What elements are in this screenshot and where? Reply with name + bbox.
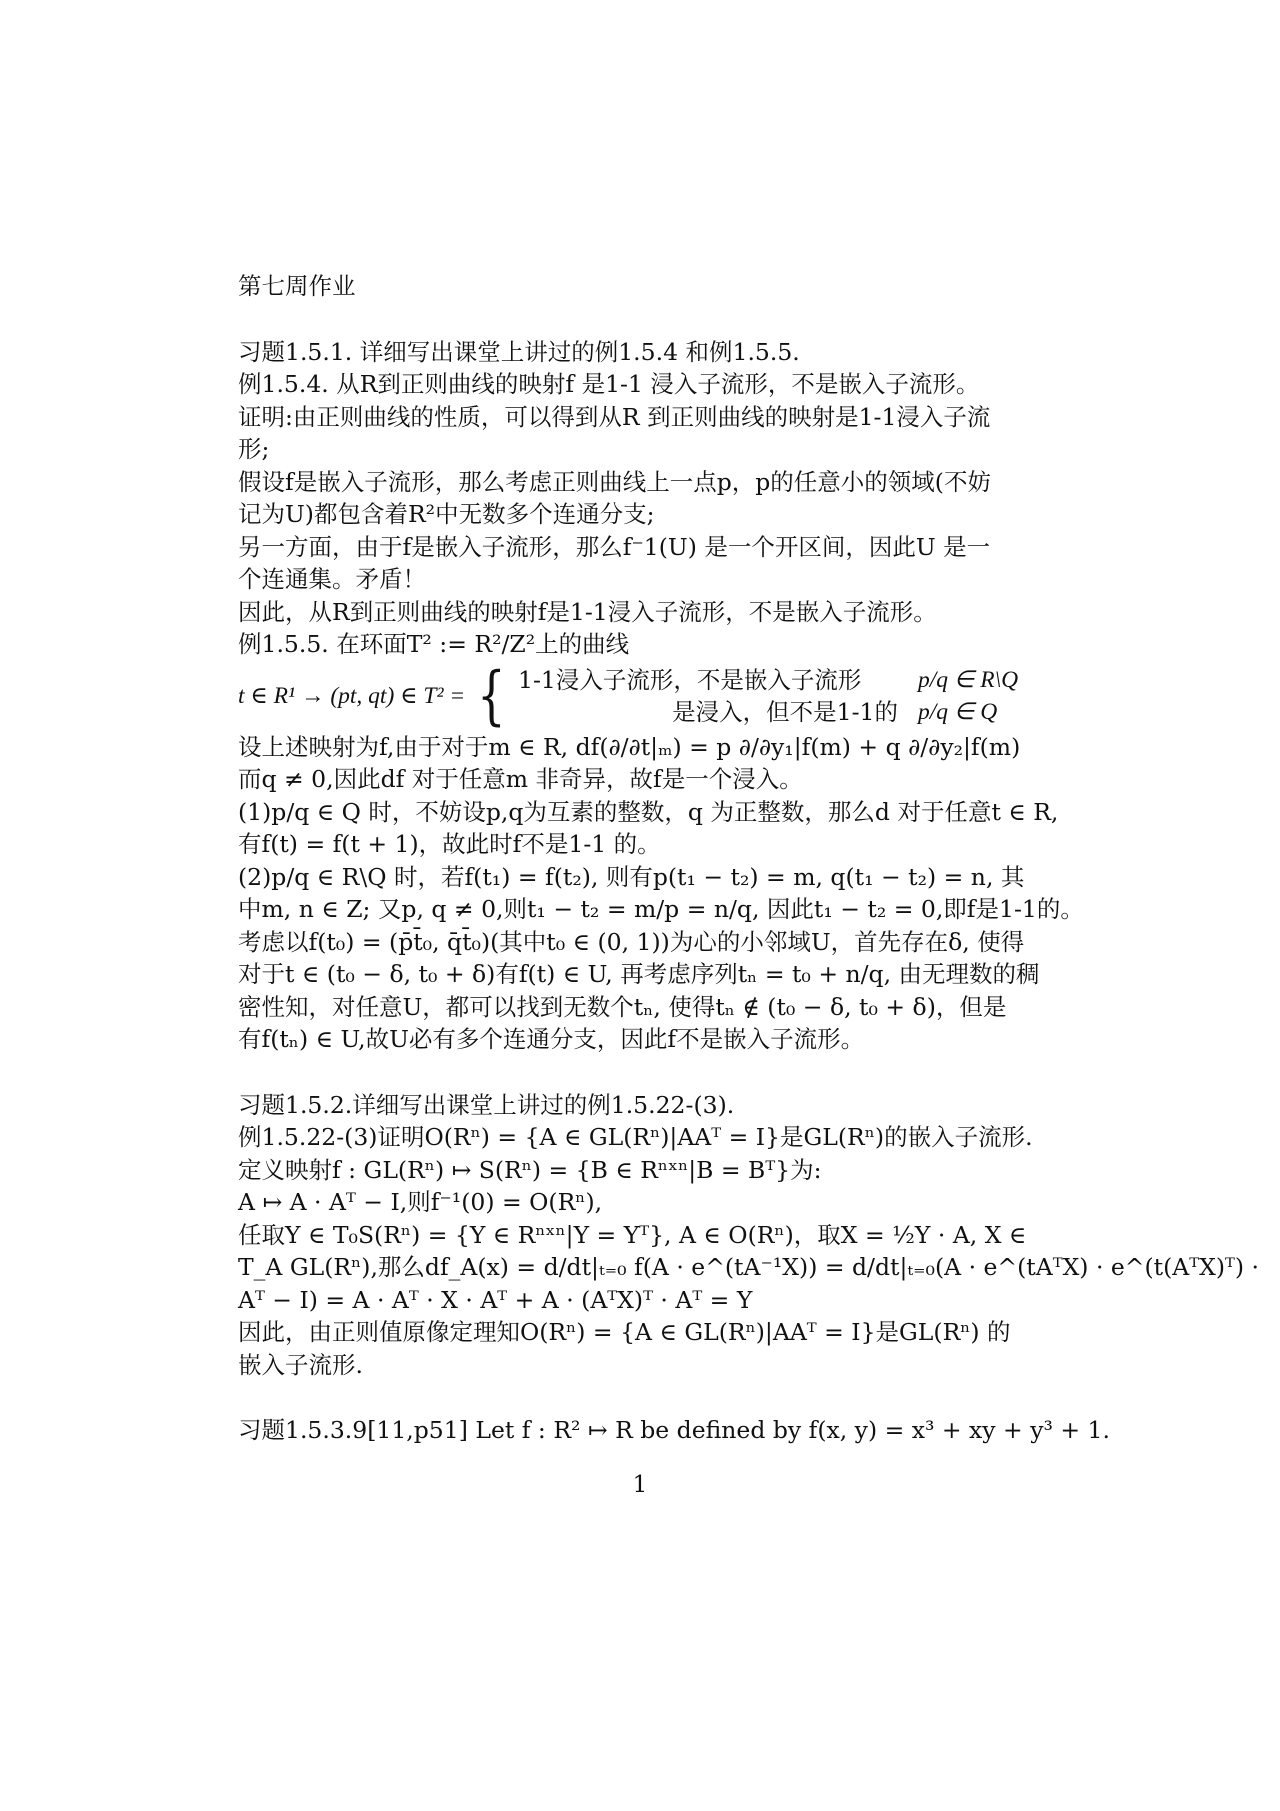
- case-lhs: t ∈ R¹ → (pt, qt) ∈ T² =: [238, 683, 466, 709]
- example-1-5-5-statement: 例1.5.5. 在环面T² := R²/Z²上的曲线: [238, 630, 630, 658]
- left-brace: {: [477, 658, 506, 733]
- case-row: [518, 696, 1018, 728]
- proof-line: 形;: [238, 435, 270, 463]
- exercise-1-5-3-9-heading: 习题1.5.3.9[11,p51] Let f : R² ↦ R be defined by f(x, y) = x³ + xy + y³ + 1.: [238, 1416, 1110, 1444]
- example-1-5-22-statement: 例1.5.22-(3)证明O(Rⁿ) = {A ∈ GL(Rⁿ)|AAᵀ = I}是GL(Rⁿ)的嵌入子流形.: [238, 1123, 1033, 1151]
- proof-line: 有f(tₙ) ∈ U,故U必有多个连通分支，因此f不是嵌入子流形。: [238, 1025, 865, 1053]
- case-row: [518, 664, 1018, 696]
- example-1-5-4-statement: 例1.5.4. 从R到正则曲线的映射f 是1-1 浸入子流形，不是嵌入子流形。: [238, 370, 980, 398]
- proof-line: 任取Y ∈ T₀S(Rⁿ) = {Y ∈ Rⁿˣⁿ|Y = Yᵀ}, A ∈ O(Rⁿ)，取X = ½Y · A, X ∈: [238, 1220, 1027, 1249]
- proof-line: 设上述映射为f,由于对于m ∈ R, df(∂/∂t|ₘ) = p ∂/∂y₁|f(m) + q ∂/∂y₂|f(m): [238, 732, 1021, 761]
- proof-line: (1)p/q ∈ Q 时，不妨设p,q为互素的整数，q 为正整数，那么d 对于任意t ∈ R,: [238, 797, 1059, 826]
- page-number: 1: [632, 1472, 648, 1498]
- proof-line: A ↦ A · Aᵀ − I,则f⁻¹(0) = O(Rⁿ),: [238, 1188, 603, 1216]
- exercise-1-5-2-heading: 习题1.5.2.详细写出课堂上讲过的例1.5.22-(3).: [238, 1090, 735, 1119]
- proof-line: (2)p/q ∈ R\Q 时，若f(t₁) = f(t₂), 则有p(t₁ − t₂) = m, q(t₁ − t₂) = n, 其: [238, 862, 1025, 891]
- proof-line: 定义映射f : GL(Rⁿ) ↦ S(Rⁿ) = {B ∈ Rⁿˣⁿ|B = Bᵀ}为:: [238, 1155, 822, 1184]
- proof-line: T_A GL(Rⁿ),那么df_A(x) = d/dt|ₜ₌₀ f(A · e^(tA⁻¹X)) = d/dt|ₜ₌₀(A · e^(tAᵀX) · e^(t(AᵀX)ᵀ) ·: [238, 1253, 1259, 1281]
- proof-line: 证明:由正则曲线的性质，可以得到从R 到正则曲线的映射是1-1浸入子流: [238, 402, 991, 431]
- case-1-text: 1-1浸入子流形，不是嵌入子流形: [518, 665, 862, 694]
- cases-block: [518, 664, 1018, 728]
- case-2-text: 是浸入，但不是1-1的: [672, 697, 898, 726]
- proof-line: 假设f是嵌入子流形，那么考虑正则曲线上一点p，p的任意小的领域(不妨: [238, 467, 991, 496]
- proof-line: 考虑以f(t₀) = (p̄t̄₀, q̄t̄₀)(其中t₀ ∈ (0, 1))为心的小邻域U，首先存在δ, 使得: [238, 927, 1025, 956]
- page-title: 第七周作业: [238, 272, 356, 300]
- case-1-condition: p/q ∈ R\Q: [918, 666, 1019, 693]
- piecewise-definition: [238, 658, 1068, 733]
- proof-line: 因此，由正则值原像定理知O(Rⁿ) = {A ∈ GL(Rⁿ)|AAᵀ = I}是GL(Rⁿ) 的: [238, 1318, 1011, 1346]
- case-2-condition: p/q ∈ Q: [918, 698, 998, 725]
- document-body: [238, 270, 1259, 1447]
- proof-line: 记为U)都包含着R²中无数多个连通分支;: [238, 500, 655, 528]
- proof-line: 有f(t) = f(t + 1)，故此时f不是1-1 的。: [238, 830, 661, 858]
- proof-line: 对于t ∈ (t₀ − δ, t₀ + δ)有f(t) ∈ U, 再考虑序列tₙ = t₀ + n/q, 由无理数的稠: [238, 960, 1040, 988]
- proof-line: 密性知，对任意U，都可以找到无数个tₙ, 使得tₙ ∉ (t₀ − δ, t₀ + δ)，但是: [238, 992, 1007, 1021]
- proof-line: 个连通集。矛盾！: [238, 565, 426, 593]
- proof-line: Aᵀ − I) = A · Aᵀ · X · Aᵀ + A · (AᵀX)ᵀ · Aᵀ = Y: [238, 1285, 753, 1314]
- proof-line: 嵌入子流形.: [238, 1350, 363, 1379]
- proof-line: 中m, n ∈ Z; 又p, q ≠ 0,则t₁ − t₂ = m/p = n/q, 因此t₁ − t₂ = 0,即f是1-1的。: [238, 895, 1084, 923]
- proof-line: 另一方面，由于f是嵌入子流形，那么f⁻1(U) 是一个开区间，因此U 是一: [238, 532, 991, 561]
- exercise-1-5-1-heading: 习题1.5.1. 详细写出课堂上讲过的例1.5.4 和例1.5.5.: [238, 337, 800, 366]
- proof-line: 而q ≠ 0,因此df 对于任意m 非奇异，故f是一个浸入。: [238, 765, 803, 793]
- proof-line: 因此，从R到正则曲线的映射f是1-1浸入子流形，不是嵌入子流形。: [238, 597, 937, 626]
